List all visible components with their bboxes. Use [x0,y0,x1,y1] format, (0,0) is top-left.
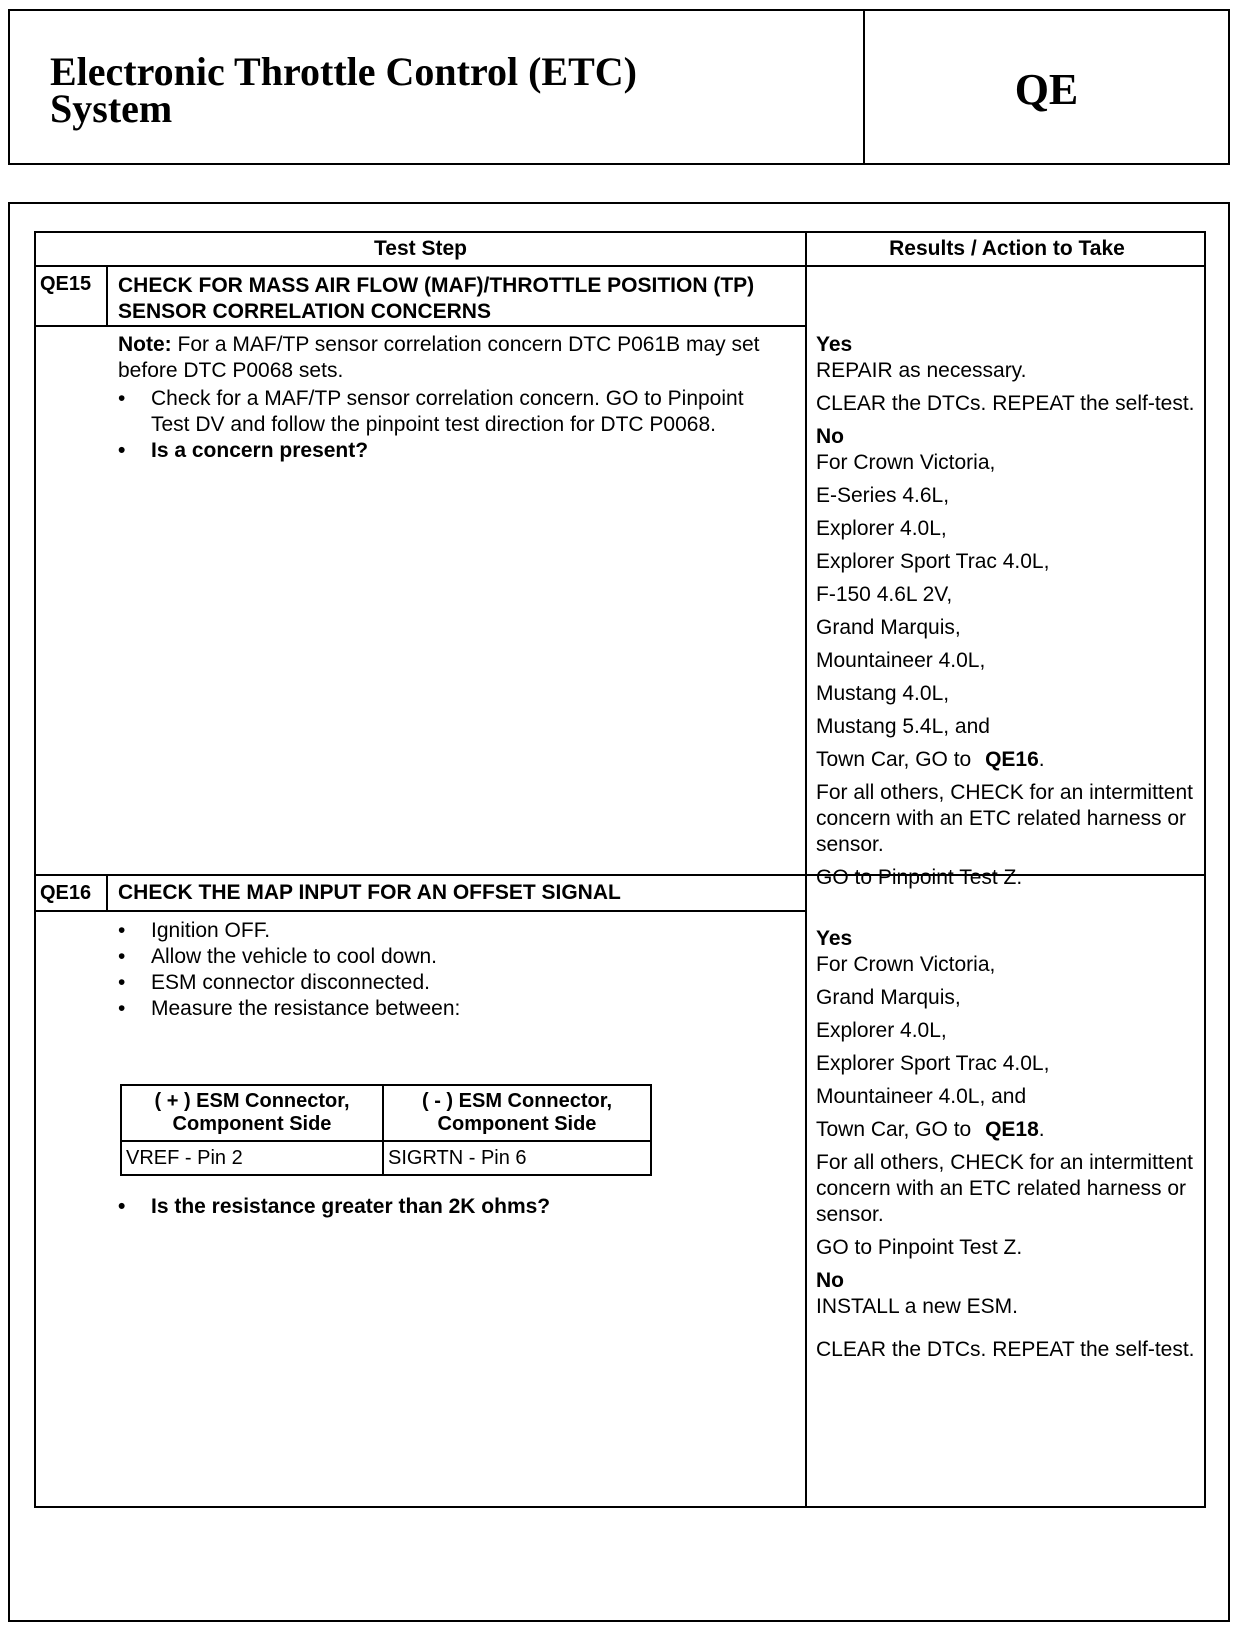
col-header-results: Results / Action to Take [889,237,1125,260]
qe16-id-divider [106,874,108,910]
qe15-yes-label: Yes [816,333,853,356]
connector-table-header [121,1085,651,1141]
qe16-question: • Is the resistance greater than 2K ohms? [118,1194,778,1220]
connector-row-col2: SIGRTN - Pin 6 [383,1141,651,1175]
qe16-yes-line-3: Explorer 4.0L, [816,1019,947,1042]
step-id-qe15: QE15 [40,273,92,295]
test-step-table [34,231,1206,1508]
qe16-bullet-4: • Measure the resistance between: [118,996,778,1022]
qe15-instructions [118,332,778,464]
section-title-line1: Electronic Throttle Control (ETC) [50,49,637,94]
qe16-title-divider [36,910,805,912]
qe15-no-line-2: E-Series 4.6L, [816,484,950,507]
qe16-goto-line [816,1117,1196,1143]
qe16-no-line-2: CLEAR the DTCs. REPEAT the self-test. [816,1338,1195,1361]
step-id-qe16: QE16 [40,882,92,904]
qe15-yes-line-2: CLEAR the DTCs. REPEAT the self-test. [816,392,1195,415]
qe15-note [118,332,778,384]
page-header [8,9,1230,165]
note-text: For a MAF/TP sensor correlation concern DTC P061B may set before DTC P0068 sets. [118,333,760,382]
qe15-yes-line-1: REPAIR as necessary. [816,359,1027,382]
header-row-divider [36,265,1204,267]
qe15-no-line-3: Explorer 4.0L, [816,517,947,540]
qe15-no-line-9: Mustang 5.4L, and [816,715,990,738]
table-row [121,1141,651,1175]
qe16-yes-line-2: Grand Marquis, [816,986,961,1009]
section-title [10,11,865,163]
note-label: Note: [118,333,172,356]
qe16-yes-label: Yes [816,927,853,950]
goto-prefix: Town Car, GO to [816,1118,978,1141]
qe16-results [816,926,1196,1363]
qe16-yes-line-1: For Crown Victoria, [816,953,996,976]
qe15-no-label: No [816,425,844,448]
qe15-no-others: For all others, CHECK for an intermittent concern with an ETC related harness or sensor. [816,781,1193,856]
qe15-no-line-1: For Crown Victoria, [816,451,996,474]
qe16-bullet-1: • Ignition OFF. [118,918,778,944]
step-title-qe15: CHECK FOR MASS AIR FLOW (MAF)/THROTTLE POSITION (TP) SENSOR CORRELATION CONCERNS [118,274,755,323]
qe16-row-divider [36,874,1204,876]
goto-suffix: . [1038,748,1045,771]
qe16-yes-line-4: Explorer Sport Trac 4.0L, [816,1052,1050,1075]
section-title-line2: System [50,86,173,131]
goto-prefix: Town Car, GO to [816,748,978,771]
qe15-results [816,332,1196,891]
qe15-id-divider [106,265,108,325]
qe15-goto-line [816,747,1196,773]
qe15-question: • Is a concern present? [118,438,778,464]
qe15-no-line-4: Explorer Sport Trac 4.0L, [816,550,1050,573]
col-header-test-step: Test Step [374,237,467,260]
goto-step-link-qe18[interactable]: QE18 [985,1118,1039,1141]
qe16-instructions [118,918,778,1022]
connector-col1-header [121,1085,383,1141]
goto-suffix: . [1038,1118,1045,1141]
connector-col2-line2: Component Side [437,1113,597,1135]
qe16-yes-line-5: Mountaineer 4.0L, and [816,1085,1027,1108]
connector-col2-header [383,1085,651,1141]
qe16-bullet-3: • ESM connector disconnected. [118,970,778,996]
connector-table [120,1084,652,1176]
qe15-no-pinpoint: GO to Pinpoint Test Z. [816,866,1023,889]
qe16-no-label: No [816,1269,844,1292]
goto-step-link-qe16[interactable]: QE16 [985,748,1039,771]
qe16-bullet-2: • Allow the vehicle to cool down. [118,944,778,970]
qe16-question-block [118,1194,778,1220]
qe15-title-divider [36,325,805,327]
connector-col1-line2: Component Side [172,1113,332,1135]
qe15-no-line-7: Mountaineer 4.0L, [816,649,986,672]
qe15-no-line-8: Mustang 4.0L, [816,682,950,705]
qe16-no-line-1: INSTALL a new ESM. [816,1295,1018,1318]
qe16-yes-others: For all others, CHECK for an intermittent concern with an ETC related harness or sensor. [816,1151,1193,1226]
column-divider [805,233,807,1506]
qe15-no-line-6: Grand Marquis, [816,616,961,639]
qe15-bullet-1: • Check for a MAF/TP sensor correlation concern. GO to Pinpoint Test DV and follow the pinpoint test direction for DTC P0068. [118,386,778,438]
qe16-yes-pinpoint: GO to Pinpoint Test Z. [816,1236,1023,1259]
connector-row-col1: VREF - Pin 2 [121,1141,383,1175]
step-title-qe16: CHECK THE MAP INPUT FOR AN OFFSET SIGNAL [118,881,621,904]
connector-col1-line1: ( + ) ESM Connector, [154,1090,350,1112]
qe15-no-line-5: F-150 4.6L 2V, [816,583,953,606]
section-code: QE [1014,64,1079,114]
connector-col2-line1: ( - ) ESM Connector, [422,1090,612,1112]
